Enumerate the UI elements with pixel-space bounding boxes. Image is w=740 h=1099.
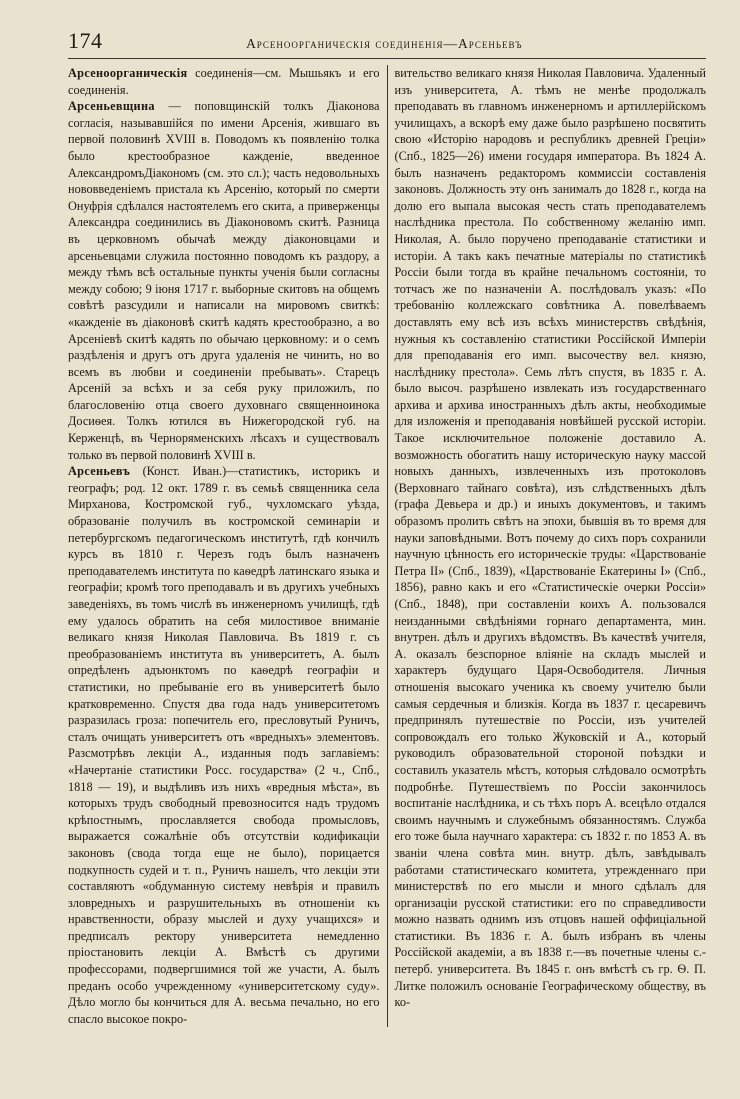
entry-arsenoorganic	[68, 65, 380, 98]
header-rule	[68, 58, 706, 59]
text-columns	[68, 65, 706, 1027]
entry-arseniev-continuation: вительство великаго князя Николая Павловича. Удаленный изъ университета, А. тѣмъ не менѣе продолжалъ преподавать въ главномъ инженерномъ и артиллерійскомъ училищахъ, а вскорѣ ему даже было разрѣшено посвятить свою «Исторію народовъ и республикъ древней Греціи» (Спб., 1825—26) имени государя императора. Въ 1824 А. былъ назначенъ редакторомъ коммиссіи составленія законовъ. Должность эту онъ занималъ до 1828 г., когда на долю его выпала высокая честь стать преподавателемъ наслѣдника престола. По собственному желанію имп. Николая, А. было поручено преподаваніе статистики и исторіи. А такъ какъ печатные матеріалы по статистикѣ Россіи были тогда въ крайне печальномъ состояніи, то тотчасъ же по назначеніи А. послѣдовалъ указъ: «По требованію коллежскаго совѣтника А. повелѣваемъ доставлять ему всѣ изъ всѣхъ министерствъ свѣдѣнія, нужныя къ составленію статистики Россійской Имперіи для преподаванія его имп. высочеству вел. князю, наслѣднику престола». Семь лѣтъ спустя, въ 1835 г. А. было высоч. разрѣшено извлекать изъ государственнаго архива и архива иностранныхъ дѣлъ акты, необходимые для изложенія и преподаванія новѣйшей русской исторіи. Такое исключительное положеніе доставило А. возможность обогатить нашу историческую науку массой новыхъ данныхъ, извлеченныхъ изъ протоколовъ (Верховнаго тайнаго совѣта), изъ слѣдственныхъ дѣлъ (графа Девьера и др.) и иныхъ документовъ, и такимъ образомъ пролить свѣтъ на эпохи, бывшія въ то время для науки заповѣдными. Вотъ почему до сихъ поръ сохранили научную цѣнность его историческіе труды: «Царствованіе Петра II» (Спб., 1839), «Царствованіе Екатерины I» (Спб., 1856), равно какъ и его «Статистическіе очерки Россіи» (Спб., 1848), при составленіи коихъ А. пользовался неизданными свѣдѣніями горнаго департамента, мин. внутрен. дѣлъ и другихъ вѣдомствъ. Въ качествѣ учителя, А. оказалъ безспорное вліяніе на складъ мыслей и характеръ будущаго Царя-Освободителя. Личныя отношенія высокаго ученика къ своему учителю были самыя сердечныя и близкія. Когда въ 1837 г. цесаревичъ предпринялъ путешествіе по Россіи, изъ учителей сопровождалъ его только Жуковскій и А., который руководилъ образовательной стороной поѣздки и составилъ указатель мѣстъ, которыя слѣдовало осмотрѣть подробнѣе. Путешествіемъ по Россіи закончилось воспитаніе наслѣдника, и съ тѣхъ поръ А. всецѣло отдался своимъ научнымъ и служебнымъ обязанностямъ. Служба его тоже была научнаго характера: съ 1832 г. по 1853 А. въ званіи члена совѣта мин. внутр. дѣлъ, завѣдывалъ работами статистическаго комитета, утрежденнаго при министерствѣ по его мысли и много сдѣлалъ для организаціи русской статистики: его по справедливости можно назвать однимъ изъ отцовъ нашей оффиціальной статистики. Въ 1836 г. А. былъ избранъ въ члены Россійской академіи, а въ 1838 г.—въ почетные члены с.-петерб. университета. Въ 1845 г. онъ вмѣстѣ съ гр. Ѳ. П. Литке положилъ основаніе Географическому обществу, въ ко-	[394, 66, 706, 1010]
entry-text: — поповщинскій толкъ Діаконова согласія, называвшійся по имени Арсенія, жившаго въ первой половинѣ XVIII в. Поводомъ къ появленію толка было крестообразное кажденіе, введенное АлександромъДіакономъ (см. это сл.); часть недовольныхъ нововведеніемъ пристала къ Арсенію, который по смерти Онуфрія сдѣлался настоятелемъ его скита, а приверженцы Александра соединились въ Діаконовомъ скитѣ. Разница въ церковномъ обычаѣ между діаконовцами и арсеньевцами служила постоянно поводомъ къ раздору, а между тѣмъ всѣ остальные пункты ученія были согласны между собою; 9 іюня 1717 г. выборные скитовъ на общемъ совѣтѣ разсудили и написали на мировомъ свиткѣ: «кажденіе въ діаконовѣ скитѣ кадять крестообразно, а во Арсеніевѣ скитѣ кадять по обычаю церковному: и о семъ раздѣленія и другъ отъ друга удаленія не чинить, но во всемъ въ любви и соединеніи пребывать». Старецъ Арсеній за всѣхъ и за себя руку приложилъ, по благословенію отца своего духовнаго священноинока Досиѳея. Толкъ ютился въ Нижегородской губ. на Керженцѣ, въ Черноряменскихъ лѣсахъ и существовалъ только въ первой половинѣ XVIII в.	[68, 99, 380, 462]
page-number: 174	[68, 28, 103, 53]
entry-arsenievshchina	[68, 98, 380, 463]
right-column	[395, 65, 707, 1027]
running-header	[68, 28, 706, 52]
headword: Арсеньевщина	[68, 99, 155, 114]
entry-text: (Конст. Иван.)—статистикъ, историкъ и географъ; род. 12 окт. 1789 г. въ семьѣ священника села Мирханова, Костромской губ., чухломскаго уѣзда, образованіе получилъ въ костромской семинаріи и петербургскомъ педагогическомъ институтѣ, гдѣ кончилъ курсъ въ 1810 г. Черезъ годъ былъ назначенъ преподавателемъ института по каѳедрѣ латинскаго языка и географіи; кромѣ того преподавалъ и въ другихъ учебныхъ заведеніяхъ, въ томъ числѣ въ инженерномъ училищѣ, гдѣ ему удалось обратить на себя милостивое вниманіе великаго князя Николая Павловича. Въ 1819 г. съ преобразованіемъ института въ университетъ, А. былъ опредѣленъ адъюнктомъ по каѳедрѣ географіи и статистики, но пребываніе его въ университетѣ было кратковременно. Спустя два года надъ университетомъ разразилась гроза: попечитель его, пресловутый Руничъ, сталъ очищать университетъ отъ «вредныхъ» элементовъ. Разсмотрѣвъ лекціи А., изданныя подъ заглавіемъ: «Начертаніе статистики Росс. государства» (2 ч., Спб., 1818 — 19), и выдѣливъ изъ нихъ «вредныя мѣста», въ которыхъ трудъ свободный превозносится надъ трудомъ крѣпостнымъ, прославляется свобода промысловъ, выражается сожалѣніе объ отсутствіи кодификаціи законовъ (свода тогда еще не было), порицается подкупность судей и т. п., Руничъ нашелъ, что лекціи эти составляютъ «обдуманную систему невѣрія и правилъ зловредныхъ и разрушительныхъ въ отношеніи къ нравственности, образу мыслей и духу учащихся» и предписалъ ректору университета немедленно пріостановить лекціи А. Вмѣстѣ съ другими профессорами, подвергшимися той же участи, А. былъ преданъ особо учрежденному «университетскому суду». Дѣло могло бы кончиться для А. весьма печально, но его спасло высокое покро-	[68, 464, 380, 1026]
headword: Арсеньевъ	[68, 464, 131, 479]
left-column	[68, 65, 380, 1027]
headword: Арсеноорганическія	[68, 66, 188, 80]
entry-text: соединенія—см. Мышьякъ и его соединенія.	[68, 66, 380, 97]
running-title: Арсеноорганическія соединенія—Арсеньевъ	[246, 36, 523, 51]
entry-arseniev	[68, 463, 380, 1027]
column-divider	[387, 65, 388, 1027]
